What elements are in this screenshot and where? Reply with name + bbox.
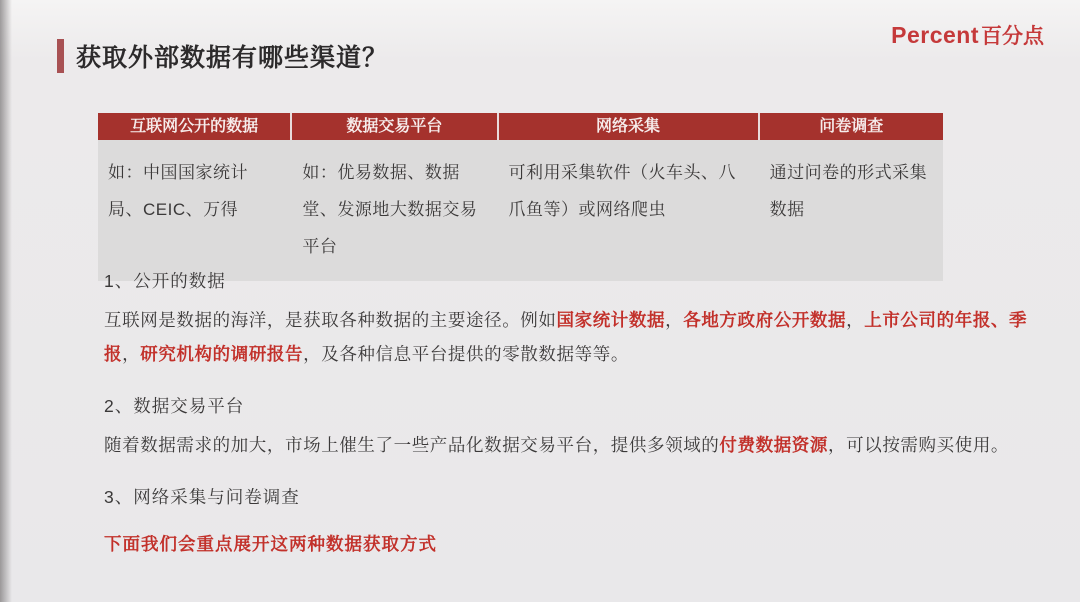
page-title: 获取外部数据有哪些渠道？ [76,44,389,72]
table-header-cell: 数据交易平台 [292,113,498,140]
logo-cjk-text: 百分点 [981,25,1044,48]
text-segment: 互联网是数据的海洋，是获取各种数据的主要途径。例如 [104,310,557,330]
text-segment: ，及各种信息平台提供的零散数据等等。 [303,344,629,364]
table-body-cell: 可利用采集软件（火车头、八爪鱼等）或网络爬虫 [508,163,737,219]
highlighted-text-segment: 付费数据资源 [719,435,829,455]
highlighted-text-segment: 各地方政府公开数据 [683,310,847,330]
table-body-row [98,140,943,281]
table-header-cell: 问卷调查 [760,113,943,140]
table-header-cell: 网络采集 [499,113,760,140]
sections-container [104,268,1040,509]
table-body-cell: 通过问卷的形式采集数据 [769,163,928,219]
slide-body-content [104,268,1040,556]
title-accent-bar [57,39,64,73]
text-segment: ，可以按需购买使用。 [828,435,1010,455]
percent-logo [891,20,1044,50]
logo-latin-text: Percent [891,22,979,48]
table-body-cell: 如：优易数据、数据堂、发源地大数据交易平台 [302,163,478,256]
closing-note: 下面我们会重点展开这两种数据获取方式 [104,534,437,554]
section-paragraph [104,428,1040,462]
section-heading: 3、网络采集与问卷调查 [104,487,300,507]
table-header-row [98,113,943,140]
table-header-cell: 互联网公开的数据 [98,113,292,140]
slide-edge-shadow [0,0,12,602]
text-segment: ， [665,310,684,330]
section-paragraph [104,303,1040,371]
external-data-channels-table [98,113,943,281]
highlighted-text-segment: 国家统计数据 [556,310,666,330]
highlighted-text-segment: 研究机构的调研报告 [140,344,304,364]
text-segment: 随着数据需求的加大，市场上催生了一些产品化数据交易平台，提供多领域的 [104,435,720,455]
highlighted-text-segment: 上市公司的年报、季报 [104,310,1028,364]
section-heading: 1、公开的数据 [104,271,226,291]
section-heading: 2、数据交易平台 [104,396,245,416]
slide-title-row [57,38,388,74]
table-body-cell: 如：中国国家统计局、CEIC、万得 [108,163,248,219]
text-segment: ， [122,344,141,364]
text-segment: ， [846,310,865,330]
